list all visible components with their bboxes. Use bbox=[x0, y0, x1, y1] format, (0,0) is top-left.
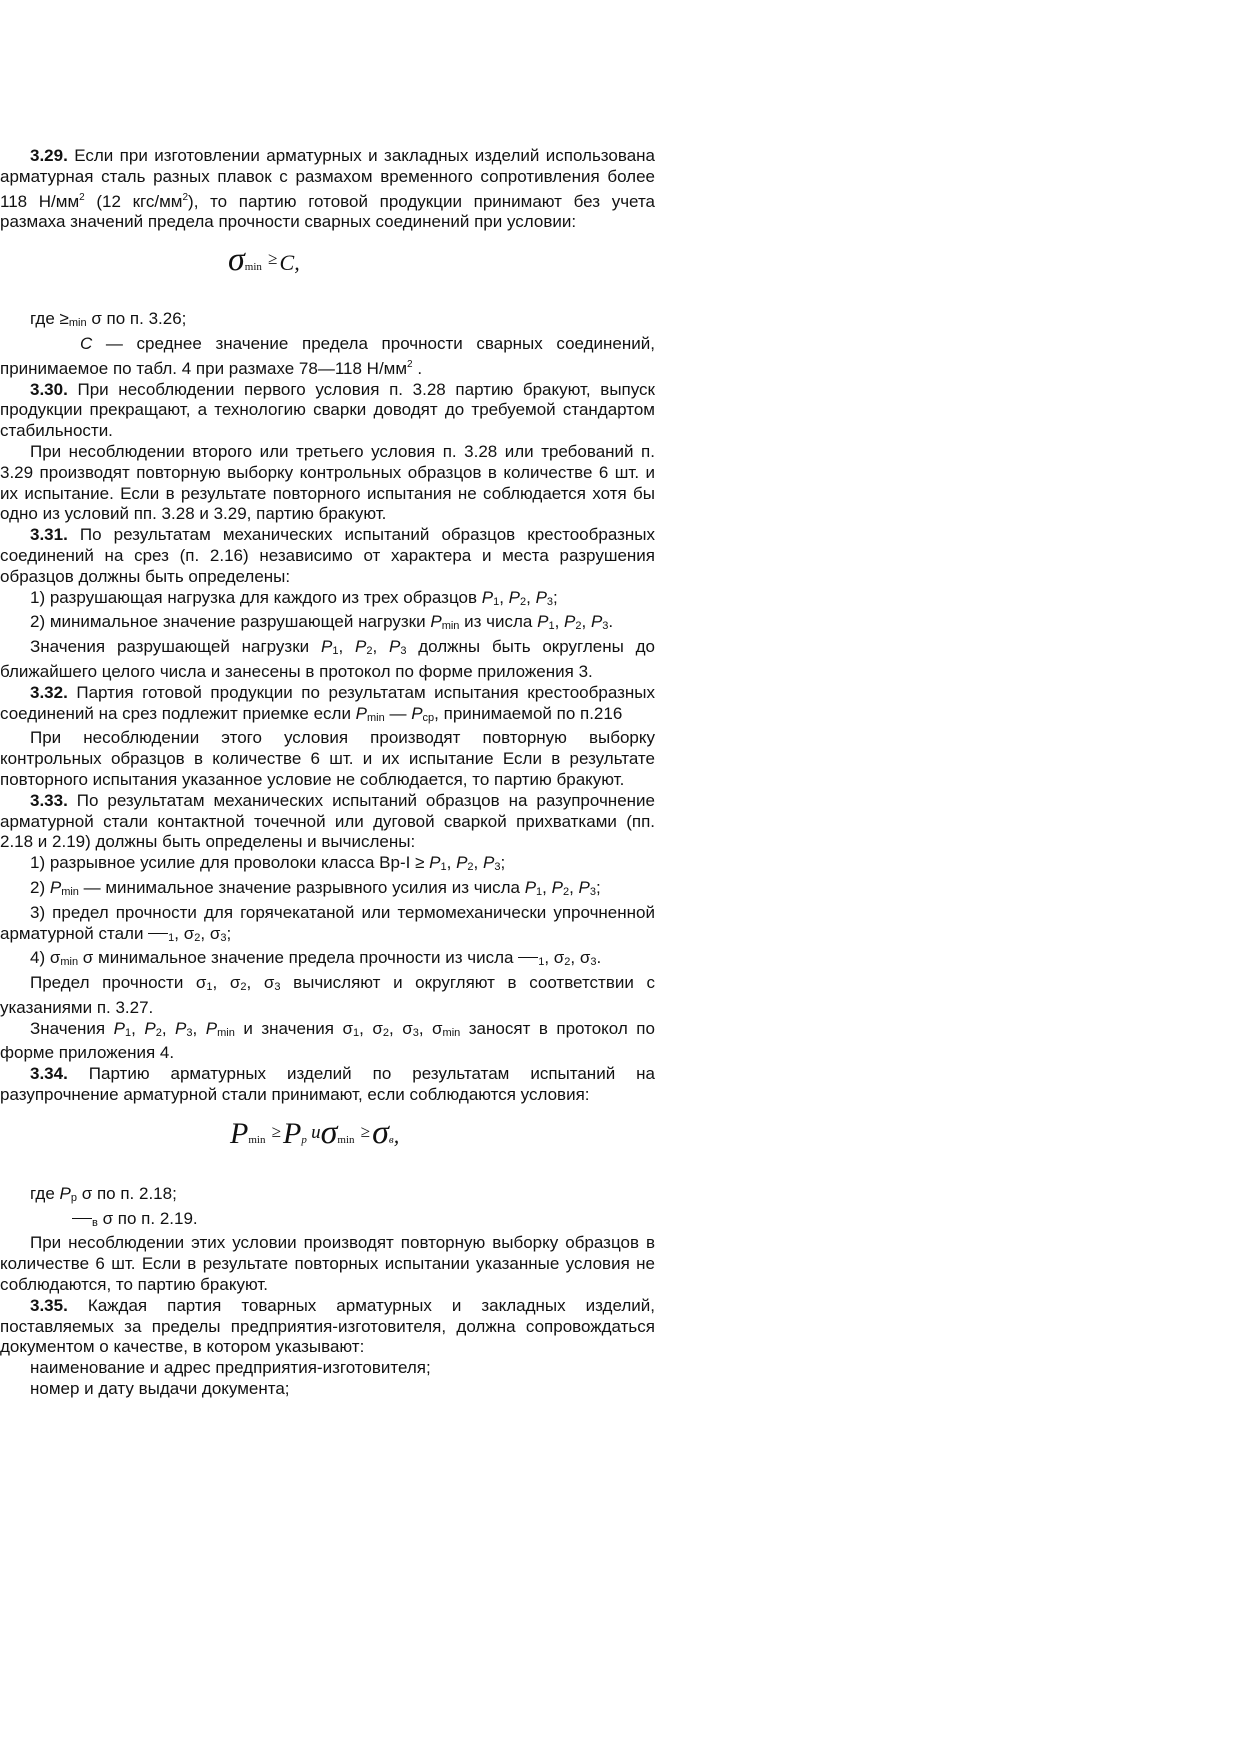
paragraph-3-30: 3.30. При несоблюдении первого условия п. 3.28 партию бракуют, выпуск продукции прекращают, а технологию сварки доводят до требуемой стандартом стабильности. bbox=[0, 379, 655, 441]
where-line-2: где Pp σ по п. 2.18; bbox=[30, 1183, 177, 1204]
paragraph-3-33-strength: Предел прочности σ1, σ2, σ3 вычисляют и округляют в соответствии с указаниями п. 3.27. bbox=[0, 973, 655, 1017]
clause-number: 3.34. bbox=[30, 1064, 68, 1084]
list-item-3-31-1: 1) разрушающая нагрузка для каждого из трех образцов P1, P2, P3; bbox=[30, 587, 558, 608]
list-item-3-35-1: наименование и адрес предприятия-изготовителя; bbox=[30, 1358, 431, 1378]
clause-number: 3.29. bbox=[30, 146, 68, 165]
paragraph-3-31-values: Значения разрушающей нагрузки P1, P2, P3 должны быть округлены до ближайшего целого числа и занесены в протокол по форме приложения 3. bbox=[0, 637, 655, 681]
paragraph-3-30b: При несоблюдении второго или третьего условия п. 3.28 или требований п. 3.29 производят повторную выборку контрольных образцов в количестве 6 шт. и их испытание. Если в результате повторного испытания не соблюдается хотя бы одно из условий пп. 3.28 и 3.29, партию бракуют. bbox=[0, 441, 655, 524]
list-item-3-31-2: 2) минимальное значение разрушающей нагрузки Pmin из числа P1, P2, P3. bbox=[30, 612, 614, 633]
where-line-3: в σ по п. 2.19. bbox=[0, 1209, 655, 1234]
formula-sigma-min: σmin ≥C, bbox=[228, 241, 300, 279]
paragraph-3-34b: При несоблюдении этих условии производят повторную выборку образцов в количестве 6 шт. Если в результате повторных испытании указанные условия не соблюдаются, то партию бракуют. bbox=[0, 1233, 655, 1295]
paragraph-3-34: 3.34. Партию арматурных изделий по результатам испытаний на разупрочнение арматурной стали принимают, если соблюдаются условия: bbox=[0, 1064, 655, 1105]
clause-number: 3.32. bbox=[30, 682, 68, 702]
clause-number: 3.35. bbox=[30, 1295, 68, 1315]
paragraph-3-32: 3.32. Партия готовой продукции по результатам испытания крестообразных соединений на срез подлежит приемке если Pmin — Pср, принимаемой по п.216 bbox=[0, 682, 655, 724]
paragraph-3-33: 3.33. По результатам механических испытаний образцов на разупрочнение арматурной стали контактной точечной или дуговой сваркой прихватками (пп. 2.18 и 2.19) должны быть определены и вычислены: bbox=[0, 790, 655, 852]
document-page bbox=[0, 146, 655, 1400]
list-item-3-33-4: 4) σmin σ минимальное значение предела прочности из числа 1, σ2, σ3. bbox=[30, 948, 602, 969]
paragraph-3-29: 3.29. Если при изготовлении арматурных и закладных изделий использована арматурная сталь разных плавок с размахом временного сопротивления более 118 $Н/мм^2$ (12 кгс/$мм^2$), то партию готовой продукции принимают без учета размаха значений предела прочности сварных соединений при условии: bbox=[0, 146, 655, 232]
list-item-3-33-3: 3) предел прочности для горячекатаной или термомеханически упрочненной арматурной стали 1, σ2, σ3; bbox=[0, 902, 655, 944]
clause-number: 3.31. bbox=[30, 525, 68, 545]
formula-p-min-sigma-min: Pmin ≥Pp uσmin ≥σв, bbox=[230, 1113, 400, 1151]
clause-number: 3.30. bbox=[30, 379, 68, 399]
where-line-1: где ≥min σ по п. 3.26; bbox=[30, 309, 187, 330]
list-item-3-35-2: номер и дату выдачи документа; bbox=[30, 1379, 290, 1399]
paragraph-3-33-values: Значения P1, P2, P3, Pmin и значения σ1, σ2, σ3, σmin заносят в протокол по форме приложения 4. bbox=[0, 1018, 655, 1063]
clause-number: 3.33. bbox=[30, 790, 68, 810]
paragraph-3-31: 3.31. По результатам механических испытаний образцов крестообразных соединений на срез (п. 2.16) независимо от характера и места разрушения образцов должны быть определены: bbox=[0, 525, 655, 586]
c-definition: C — среднее значение предела прочности сварных соединений, принимаемое по табл. 4 при размахе 78—118 $Н/мм^2$ . bbox=[0, 333, 655, 378]
list-item-3-33-2: 2) Pmin — минимальное значение разрывного усилия из числа P1, P2, P3; bbox=[30, 877, 601, 898]
paragraph-3-35: 3.35. Каждая партия товарных арматурных и закладных изделий, поставляемых за пределы предприятия-изготовителя, должна сопровождаться документом о качестве, в котором указывают: bbox=[0, 1295, 655, 1357]
list-item-3-33-1: 1) разрывное усилие для проволоки класса Вр-I ≥ P1, P2, P3; bbox=[30, 853, 506, 874]
paragraph-3-32b: При несоблюдении этого условия производят повторную выборку контрольных образцов в количестве 6 шт. и их испытание Если в результате повторного испытания указанное условие не соблюдается, то партию бракуют. bbox=[0, 728, 655, 789]
